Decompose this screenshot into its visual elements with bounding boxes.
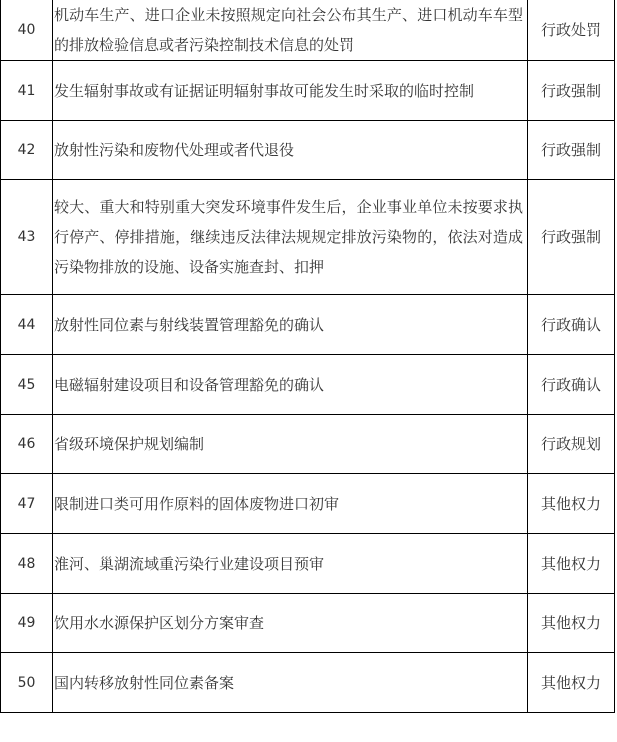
row-power-type: 行政确认: [528, 295, 615, 355]
row-item-name: 机动车生产、进口企业未按照规定向社会公布其生产、进口机动车车型的排放检验信息或者污染控制技术信息的处罚: [53, 0, 528, 61]
row-power-type: 行政确认: [528, 355, 615, 415]
row-number: 47: [1, 474, 53, 534]
row-item-name: 省级环境保护规划编制: [53, 415, 528, 474]
row-power-type: 行政强制: [528, 180, 615, 295]
row-power-type: 行政强制: [528, 121, 615, 180]
row-item-name: 国内转移放射性同位素备案: [53, 653, 528, 713]
table-row: [1, 653, 615, 713]
row-number: 40: [1, 0, 53, 61]
row-power-type: 其他权力: [528, 594, 615, 653]
row-number: 46: [1, 415, 53, 474]
row-item-name: 饮用水水源保护区划分方案审查: [53, 594, 528, 653]
row-number: 48: [1, 534, 53, 594]
table-row: [1, 295, 615, 355]
row-power-type: 行政强制: [528, 61, 615, 121]
row-number: 42: [1, 121, 53, 180]
row-number: 50: [1, 653, 53, 713]
row-number: 49: [1, 594, 53, 653]
table-row: [1, 474, 615, 534]
row-item-name: 淮河、巢湖流域重污染行业建设项目预审: [53, 534, 528, 594]
table-row: [1, 534, 615, 594]
table-row: [1, 61, 615, 121]
row-power-type: 其他权力: [528, 534, 615, 594]
table-row: [1, 355, 615, 415]
table-row: [1, 0, 615, 61]
table-row: [1, 121, 615, 180]
row-item-name: 放射性污染和废物代处理或者代退役: [53, 121, 528, 180]
row-power-type: 行政规划: [528, 415, 615, 474]
table-row: [1, 415, 615, 474]
row-number: 44: [1, 295, 53, 355]
row-item-name: 较大、重大和特别重大突发环境事件发生后，企业事业单位未按要求执行停产、停排措施，继续违反法律法规规定排放污染物的，依法对造成污染物排放的设施、设备实施查封、扣押: [53, 180, 528, 295]
row-power-type: 其他权力: [528, 474, 615, 534]
row-number: 41: [1, 61, 53, 121]
row-item-name: 发生辐射事故或有证据证明辐射事故可能发生时采取的临时控制: [53, 61, 528, 121]
table-row: [1, 180, 615, 295]
row-item-name: 电磁辐射建设项目和设备管理豁免的确认: [53, 355, 528, 415]
row-number: 45: [1, 355, 53, 415]
row-item-name: 限制进口类可用作原料的固体废物进口初审: [53, 474, 528, 534]
row-power-type: 其他权力: [528, 653, 615, 713]
row-number: 43: [1, 180, 53, 295]
row-power-type: 行政处罚: [528, 0, 615, 61]
row-item-name: 放射性同位素与射线装置管理豁免的确认: [53, 295, 528, 355]
table-row: [1, 594, 615, 653]
